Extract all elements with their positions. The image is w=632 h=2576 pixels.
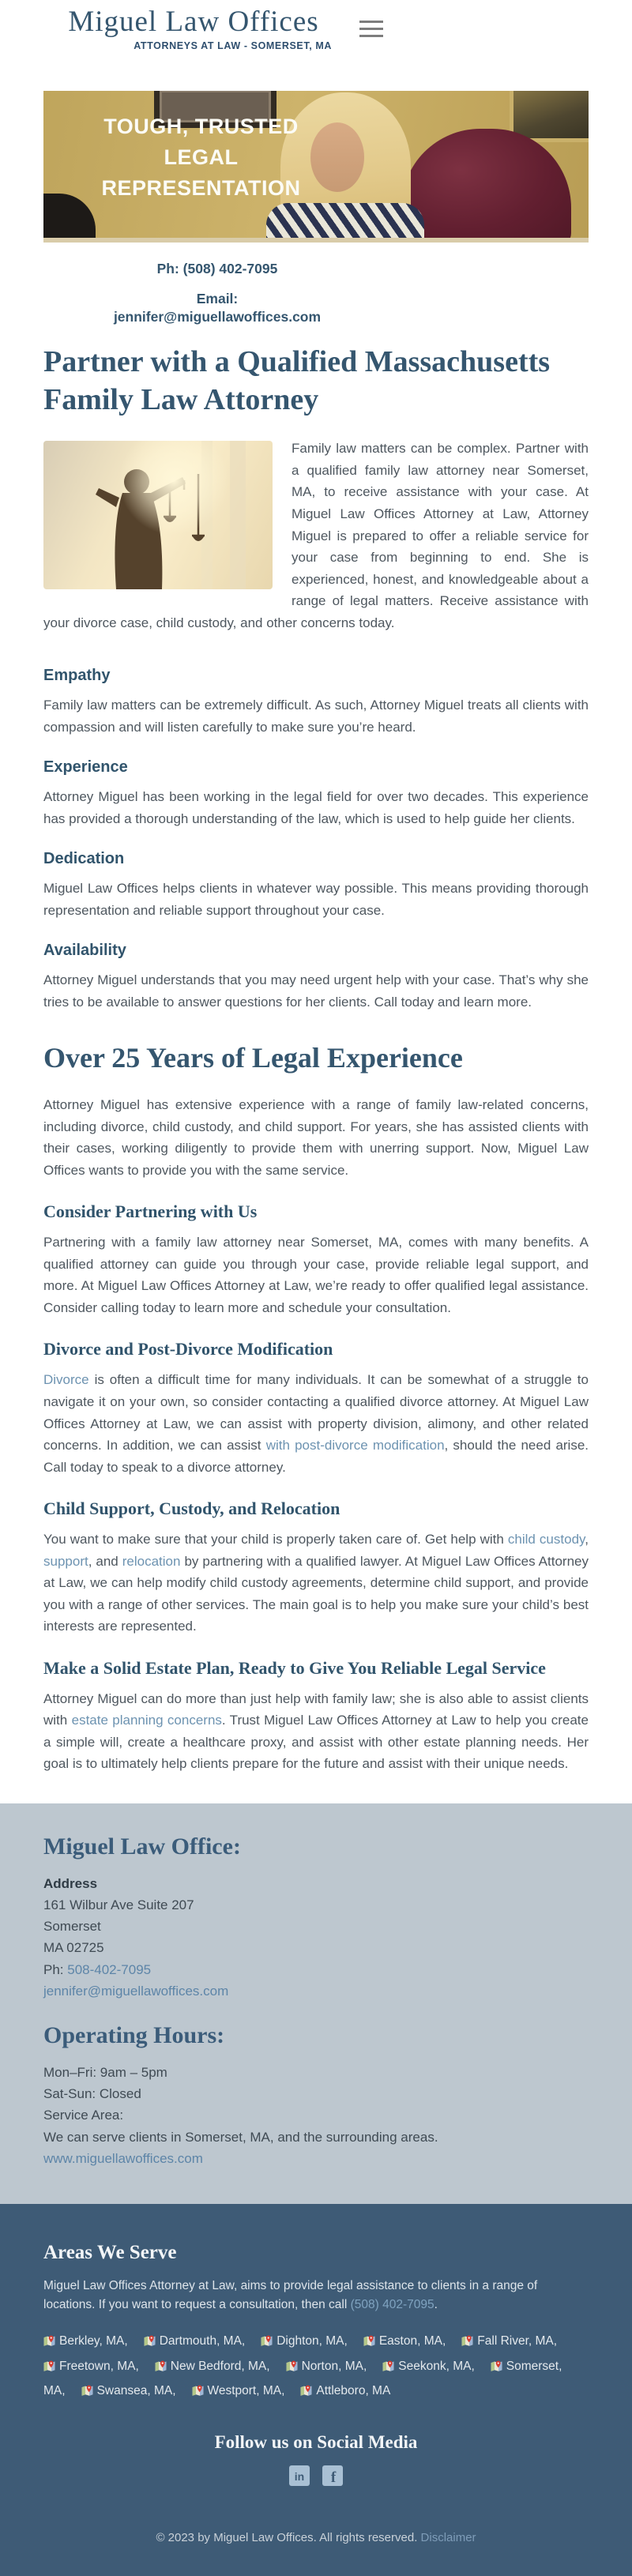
map-pin-icon [491, 2358, 502, 2381]
svg-text:in: in [294, 2470, 304, 2483]
area-link[interactable]: Westport, MA, [207, 2384, 285, 2398]
custody-text-2: by partnering with a qualified lawyer. At Miguel Law Offices Attorney at Law, we can help modify child custody agreements, determine child support, and provide you with a range of other services. The main goal is to help you make sure your child’s best interests are represented. [43, 1553, 589, 1634]
feature-section [43, 758, 589, 829]
divorce-text: is often a difficult time for many individuals. It can be somewhat of a struggle to navigate it on your own, so consider contacting a qualified divorce attorney. At Miguel Law Offices Attorney at Law, we can assist with property division, alimony, and other related concerns. In addition, we can assist [43, 1372, 589, 1453]
logo-title: Miguel Law Offices [68, 6, 319, 38]
address-line-2: Somerset [43, 1919, 101, 1935]
custody-paragraph [43, 1529, 589, 1638]
area-item [81, 2384, 176, 2397]
areas-list [43, 2330, 589, 2405]
feature-section [43, 850, 589, 921]
area-link[interactable]: Attleboro, MA [316, 2384, 391, 2398]
areas-intro-text: Miguel Law Offices Attorney at Law, aims to provide legal assistance to clients in a range of locations. If you want to request a consultation, then call [43, 2278, 538, 2311]
area-link[interactable]: Fall River, MA, [477, 2333, 558, 2348]
copyright [43, 2531, 589, 2544]
email-label: Email: [196, 290, 239, 306]
areas-phone-link[interactable]: (508) 402-7095 [350, 2297, 434, 2311]
hero-line-1: TOUGH, TRUSTED [103, 115, 299, 138]
hours-line-1: Mon–Fri: 9am – 5pm [43, 2065, 167, 2081]
hamburger-menu-icon[interactable] [359, 21, 383, 38]
hours-line-2: Sat-Sun: Closed [43, 2086, 141, 2102]
partnering-paragraph: Partnering with a family law attorney near Somerset, MA, comes with many benefits. A qualified attorney can guide you through your case, provide reliable legal support, and more. At Miguel Law Offices Attorney at Law, we’re ready to offer qualified legal assistance. Consider calling today to learn more and schedule your consultation. [43, 1235, 589, 1315]
social-heading: Follow us on Social Media [214, 2432, 418, 2452]
custody-sep-2: , and [88, 1553, 122, 1569]
estate-text-2: . Trust Miguel Law Offices Attorney at Law to help you create a simple will, create a healthcare proxy, and assist with other estate planning needs. Her goal is to ultimately help clients prepare for the future and assist with their unique needs. [43, 1713, 589, 1772]
map-pin-icon [382, 2358, 394, 2381]
copyright-text: © 2023 by Miguel Law Offices. All rights reserved. [156, 2531, 421, 2544]
map-pin-icon [43, 2358, 55, 2381]
area-link[interactable]: Berkley, MA, [59, 2333, 128, 2348]
hero-line-3: REPRESENTATION [101, 176, 301, 201]
linkedin-icon[interactable] [289, 2465, 310, 2490]
experience-heading: Over 25 Years of Legal Experience [43, 1042, 463, 1074]
office-chair [401, 129, 571, 243]
map-pin-icon [81, 2382, 93, 2405]
phone-prefix: Ph: [43, 1961, 68, 1977]
areas-intro [43, 2277, 589, 2315]
map-pin-icon [261, 2333, 273, 2356]
feature-text: Attorney Miguel understands that you may need urgent help with your case. That’s why she tries to be available to answer questions for her clients. Call today and learn more. [43, 972, 589, 1010]
partnering-heading: Consider Partnering with Us [43, 1202, 258, 1222]
area-link[interactable]: Dighton, MA, [276, 2333, 348, 2348]
area-item [43, 2360, 139, 2373]
feature-text: Miguel Law Offices helps clients in whatever way possible. This means providing thorough representation and reliable support throughout your case. [43, 881, 589, 918]
area-link[interactable]: Easton, MA, [378, 2333, 446, 2348]
svg-text:f: f [331, 2469, 337, 2486]
area-item [43, 2334, 128, 2348]
footer-email-link[interactable]: jennifer@miguellawoffices.com [43, 1983, 229, 1999]
hours-heading: Operating Hours: [43, 2022, 225, 2049]
estate-paragraph [43, 1688, 589, 1775]
hours-line-3: Service Area: [43, 2108, 124, 2123]
divorce-heading: Divorce and Post-Divorce Modification [43, 1339, 333, 1359]
areas-heading: Areas We Serve [43, 2241, 177, 2263]
support-link[interactable]: support [43, 1553, 88, 1569]
relocation-link[interactable]: relocation [122, 1553, 181, 1569]
contact-bar [43, 243, 589, 330]
hours-line-4: We can serve clients in Somerset, MA, and the surrounding areas. [43, 2129, 438, 2145]
post-divorce-modification-link[interactable]: with post-divorce modification [265, 1438, 445, 1453]
map-pin-icon [43, 2333, 55, 2356]
website-link[interactable]: www.miguellawoffices.com [43, 2150, 203, 2166]
area-item [461, 2334, 557, 2348]
hero-image [43, 91, 589, 243]
logo-tagline: ATTORNEYS AT LAW - SOMERSET, MA [134, 39, 332, 51]
feature-section [43, 942, 589, 1013]
intro-paragraph: Family law matters can be complex. Partner with a qualified family law attorney near Somerset, MA, to receive assistance with your case. At Miguel Law Offices Attorney at Law, Attorney Miguel is prepared to offer a reliable service for your case from beginning to end. She is experienced, honest, and knowledgeable about a range of legal matters. Receive assistance with your divorce case, child custody, and other concerns today. [43, 441, 589, 630]
feature-section [43, 667, 589, 738]
areas-intro-period: . [434, 2297, 438, 2311]
address-line-1: 161 Wilbur Ave Suite 207 [43, 1897, 194, 1913]
area-item [300, 2384, 390, 2397]
divorce-text-2: , should the need arise. Call today to speak to a divorce attorney. [43, 1438, 589, 1475]
feature-text: Attorney Miguel has been working in the legal field for over two decades. This experience has provided a thorough understanding of the law, which is used to help guide her clients. [43, 789, 589, 826]
area-item [286, 2360, 367, 2373]
estate-planning-link[interactable]: estate planning concerns [71, 1713, 222, 1728]
area-item [144, 2334, 246, 2348]
footer-phone-link[interactable]: 508-402-7095 [67, 1961, 152, 1977]
area-link[interactable]: Norton, MA, [301, 2359, 367, 2373]
site-footer [0, 2204, 632, 2576]
office-heading: Miguel Law Office: [43, 1833, 241, 1860]
hero-line-2: LEGAL [164, 145, 239, 170]
logo[interactable] [55, 6, 332, 51]
area-item [155, 2360, 270, 2373]
office-info-section [0, 1803, 632, 2204]
page-title: Partner with a Qualified Massachusetts Family Law Attorney [43, 344, 551, 417]
feature-title: Experience [43, 758, 128, 777]
area-link[interactable]: Swansea, MA, [96, 2384, 176, 2398]
area-link[interactable]: Freetown, MA, [59, 2359, 139, 2373]
phone-row [43, 1959, 589, 1980]
site-header [0, 0, 632, 91]
area-link[interactable]: Somerset, MA, [43, 2359, 562, 2398]
map-pin-icon [155, 2358, 167, 2381]
feature-list [43, 667, 589, 1013]
divorce-link[interactable]: Divorce [43, 1372, 89, 1388]
feature-title: Empathy [43, 667, 111, 685]
experience-paragraph: Attorney Miguel has extensive experience with a range of family law-related concerns, including divorce, child custody, and child support. For years, she has assisted clients with their cases, working diligently to provide them with unerring support. Now, Miguel Law Offices wants to provide you with the same service. [43, 1097, 589, 1178]
desk-edge [43, 238, 589, 243]
area-link[interactable]: New Bedford, MA, [170, 2359, 270, 2373]
address-line-3: MA 02725 [43, 1940, 104, 1956]
area-link[interactable]: Dartmouth, MA, [159, 2333, 246, 2348]
address-label: Address [43, 1875, 98, 1891]
map-pin-icon [144, 2333, 156, 2356]
lady-justice-image [43, 441, 273, 589]
map-pin-icon [461, 2333, 473, 2356]
map-pin-icon [363, 2333, 375, 2356]
hero-tagline [69, 111, 333, 204]
area-item [192, 2384, 285, 2397]
map-pin-icon [192, 2382, 204, 2405]
estate-text: Attorney Miguel can do more than just help with family law; she is also able to assist clients with [43, 1690, 589, 1728]
main-content [43, 343, 589, 1775]
facebook-icon[interactable] [322, 2465, 343, 2490]
custody-text: You want to make sure that your child is properly taken care of. Get help with [43, 1532, 508, 1547]
feature-title: Availability [43, 942, 126, 960]
child-custody-link[interactable]: child custody [507, 1532, 585, 1547]
custody-heading: Child Support, Custody, and Relocation [43, 1499, 340, 1519]
disclaimer-link[interactable]: Disclaimer [420, 2531, 476, 2544]
email-link[interactable]: jennifer@miguellawoffices.com [113, 309, 322, 325]
feature-text: Family law matters can be extremely difficult. As such, Attorney Miguel treats all clients with compassion and will listen carefully to make sure you’re heard. [43, 698, 589, 735]
phone-link[interactable]: Ph: (508) 402-7095 [156, 261, 278, 276]
area-link[interactable]: Seekonk, MA, [398, 2359, 475, 2373]
custody-sep-1: , [585, 1532, 589, 1547]
area-item [363, 2334, 446, 2348]
divorce-paragraph [43, 1369, 589, 1478]
estate-heading: Make a Solid Estate Plan, Ready to Give You Reliable Legal Service [43, 1657, 546, 1678]
feature-title: Dedication [43, 850, 125, 868]
attorney-shirt [266, 203, 424, 243]
area-item [382, 2360, 475, 2373]
area-item [261, 2334, 348, 2348]
social-icons [43, 2465, 589, 2490]
map-pin-icon [286, 2358, 298, 2381]
map-pin-icon [300, 2382, 312, 2405]
